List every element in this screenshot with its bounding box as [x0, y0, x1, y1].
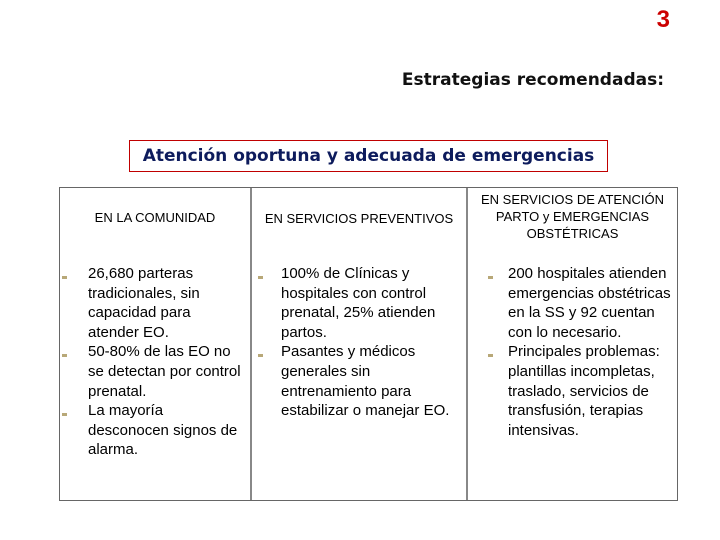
section-title-box	[129, 140, 608, 172]
item-text: Pasantes y médicos generales sin entrenamiento para estabilizar o manejar EO.	[281, 343, 450, 420]
list-item	[88, 264, 244, 342]
bullet-icon	[258, 354, 263, 357]
bullet-icon	[62, 413, 67, 416]
item-text: 100% de Clínicas y hospitales con control prenatal, 25% atienden partos.	[281, 265, 436, 341]
list-item	[508, 342, 671, 440]
item-text: 50-80% de las EO no se detectan por control prenatal.	[88, 343, 241, 400]
strategies-table	[59, 187, 678, 501]
page-number: 3	[656, 6, 670, 33]
slide-subtitle: Estrategias recomendadas:	[401, 70, 664, 90]
bullet-icon	[62, 354, 67, 357]
item-list	[508, 264, 671, 440]
column-header: EN SERVICIOS PREVENTIVOS	[264, 211, 454, 226]
section-title: Atención oportuna y adecuada de emergencias	[142, 146, 595, 166]
list-item	[88, 401, 244, 460]
list-item	[508, 264, 671, 342]
item-text: Principales problemas: plantillas incompletas, traslado, servicios de transfusión, terapias intensivas.	[508, 343, 660, 439]
column-servicios-preventivos	[252, 188, 468, 500]
bullet-icon	[258, 276, 263, 279]
item-list	[88, 264, 244, 460]
bullet-icon	[488, 354, 493, 357]
column-header: EN LA COMUNIDAD	[94, 210, 216, 225]
column-comunidad	[60, 188, 252, 500]
list-item	[281, 342, 458, 420]
list-item	[88, 342, 244, 401]
item-text: La mayoría desconocen signos de alarma.	[88, 402, 238, 459]
item-list	[281, 264, 458, 421]
item-text: 200 hospitales atienden emergencias obstétricas en la SS y 92 cuentan con lo necesario.	[508, 265, 671, 341]
column-servicios-atencion	[468, 188, 677, 500]
item-text: 26,680 parteras tradicionales, sin capacidad para atender EO.	[88, 265, 200, 341]
bullet-icon	[488, 276, 493, 279]
bullet-icon	[62, 276, 67, 279]
column-header: EN SERVICIOS DE ATENCIÓN PARTO y EMERGENCIAS OBSTÉTRICAS	[480, 192, 664, 241]
list-item	[281, 264, 458, 342]
